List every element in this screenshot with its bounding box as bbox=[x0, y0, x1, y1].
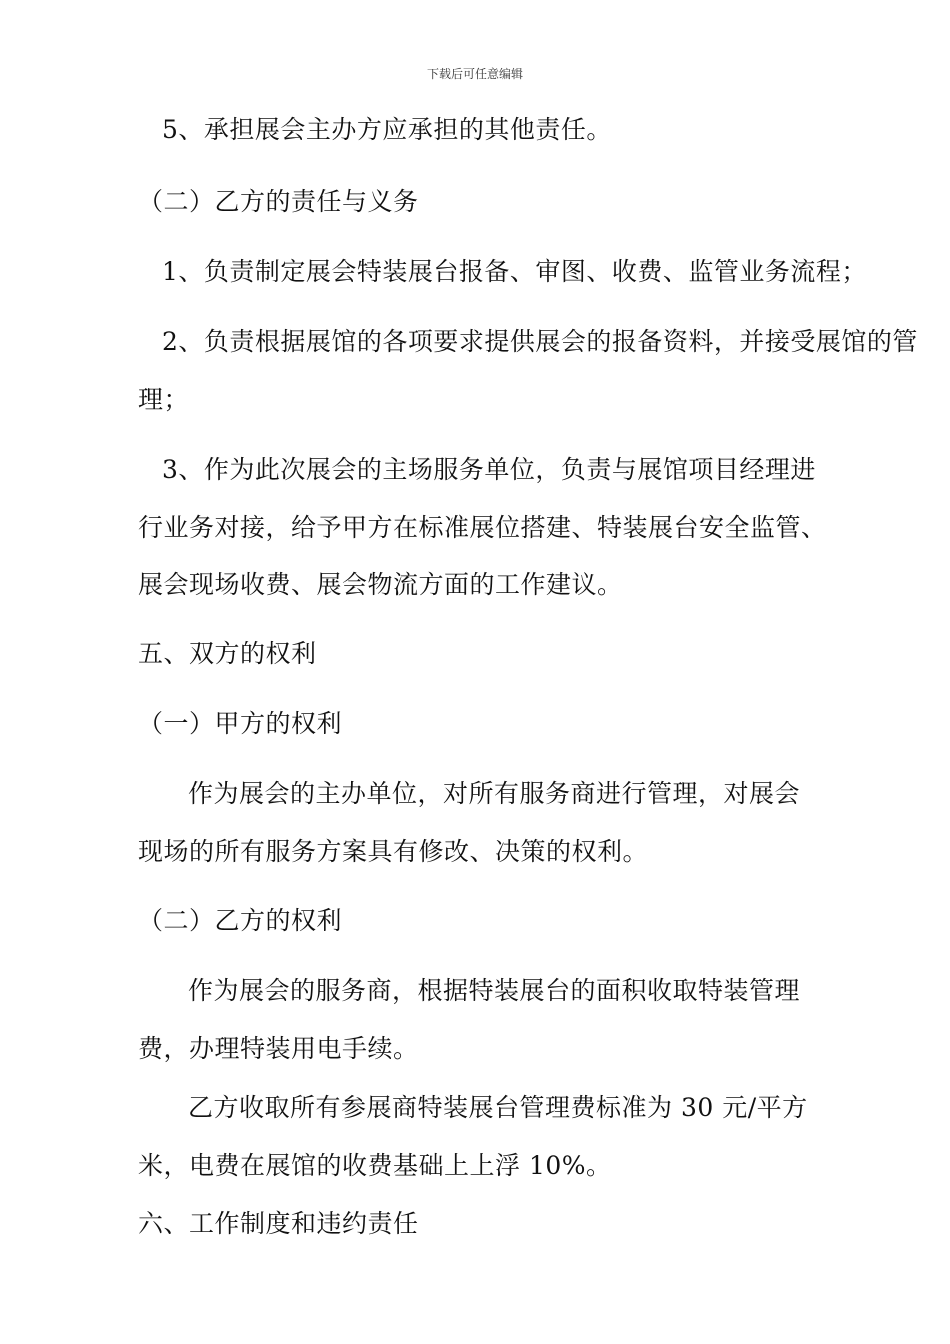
text-line-b-duty-3-cont-1: 行业务对接，给予甲方在标准展位搭建、特装展台安全监管、 bbox=[138, 513, 827, 542]
section-heading-party-b-rights: （二）乙方的权利 bbox=[138, 906, 343, 935]
text-line-b-duty-3-cont-2: 展会现场收费、展会物流方面的工作建议。 bbox=[138, 570, 623, 599]
text-line-a-rights-2: 现场的所有服务方案具有修改、决策的权利。 bbox=[138, 837, 649, 866]
section-heading-rights: 五、双方的权利 bbox=[138, 639, 317, 668]
text-line-fee-standard-2: 米，电费在展馆的收费基础上上浮 10%。 bbox=[138, 1151, 612, 1180]
text-line-b-duty-2-cont: 理； bbox=[138, 385, 190, 414]
section-heading-party-a-rights: （一）甲方的权利 bbox=[138, 709, 343, 738]
section-heading-work-rules: 六、工作制度和违约责任 bbox=[138, 1209, 419, 1238]
text-line-fee-standard-1: 乙方收取所有参展商特装展台管理费标准为 30 元/平方 bbox=[188, 1093, 808, 1122]
text-line-duty-5: 5、承担展会主办方应承担的其他责任。 bbox=[162, 115, 612, 144]
text-line-b-duty-2: 2、负责根据展馆的各项要求提供展会的报备资料，并接受展馆的管 bbox=[162, 327, 918, 356]
text-line-b-duty-1: 1、负责制定展会特装展台报备、审图、收费、监管业务流程； bbox=[162, 257, 867, 286]
text-line-b-duty-3: 3、作为此次展会的主场服务单位，负责与展馆项目经理进 bbox=[162, 455, 816, 484]
text-line-b-rights-1: 作为展会的服务商，根据特装展台的面积收取特装管理 bbox=[188, 976, 801, 1005]
text-line-b-rights-2: 费，办理特装用电手续。 bbox=[138, 1034, 419, 1063]
text-line-a-rights-1: 作为展会的主办单位，对所有服务商进行管理，对展会 bbox=[188, 779, 801, 808]
section-heading-party-b-duties: （二）乙方的责任与义务 bbox=[138, 187, 419, 216]
page-header: 下载后可任意编辑 bbox=[426, 67, 523, 81]
